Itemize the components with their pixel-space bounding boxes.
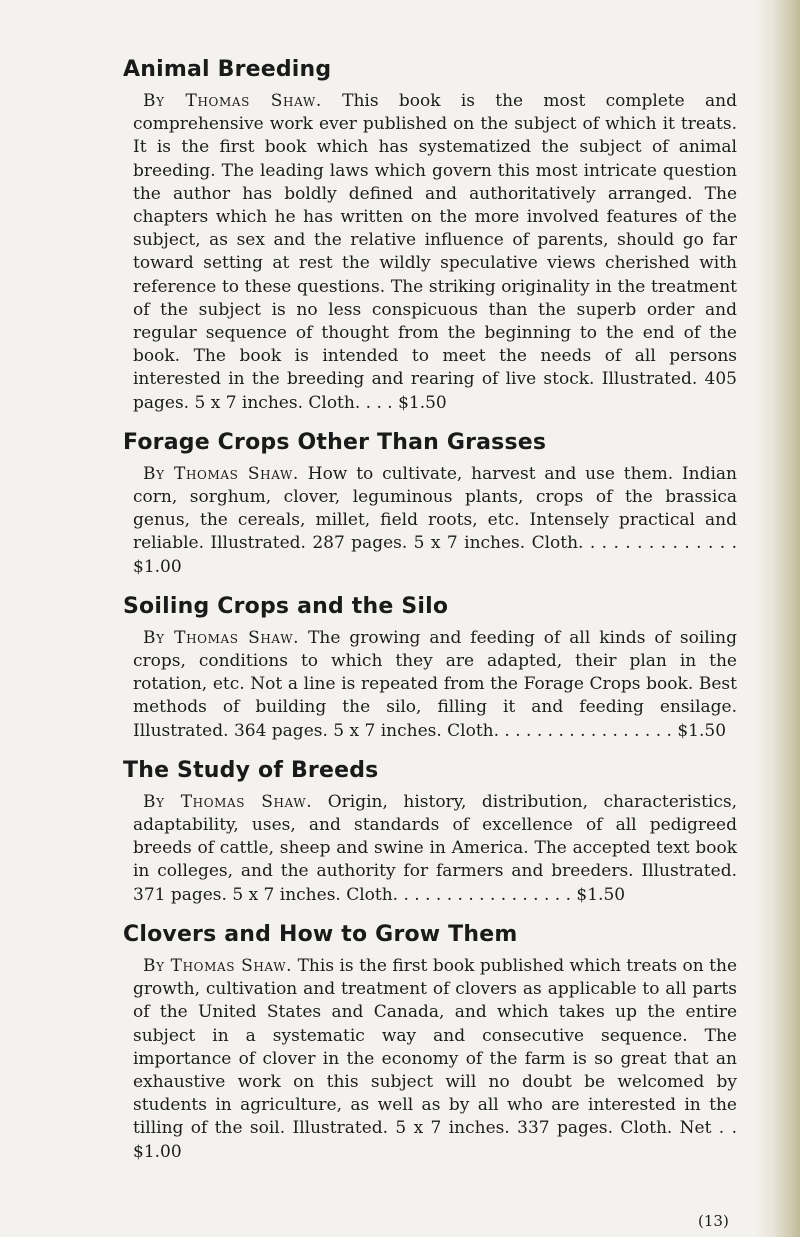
page-number: (13) xyxy=(698,1212,729,1230)
book-description xyxy=(133,463,737,579)
book-description xyxy=(133,791,737,907)
book-price: $1.50 xyxy=(576,884,626,905)
book-entry-clovers xyxy=(123,921,738,1164)
book-description-text: The growing and feeding of all kinds of soiling crops, conditions to which they are adapted, their plan in the rotation, etc. Not a line is repeated from the Forage Crops book. Best methods of building the silo, filling it and feeding ensilage. Illustrated. 364 pages. 5 x 7 inches. Cloth. . . . . . . . . . . . . . . . . xyxy=(133,627,737,741)
page-edge-shadow xyxy=(754,0,800,1237)
book-entry-soiling-crops xyxy=(123,593,737,743)
book-description-text: This is the first book published which treats on the growth, cultivation and treatment of clovers as applicable to all parts of the United States and Canada, and which takes up the entire subject in a systematic way and consecutive sequence. The importance of clover in the economy of the farm is so great that an exhaustive work on this subject will no doubt be welcomed by students in agriculture, as well as by all who are interested in the tilling of the soil. Illustrated. 5 x 7 inches. 337 pages. Cloth. Net . . xyxy=(133,955,738,1139)
book-description xyxy=(133,627,737,743)
book-author: By Thomas Shaw. xyxy=(143,463,299,484)
book-title: Animal Breeding xyxy=(123,57,332,82)
book-title: Clovers and How to Grow Them xyxy=(123,921,518,947)
book-price: $1.00 xyxy=(133,556,182,577)
book-price: $1.50 xyxy=(398,392,447,413)
book-author: By Thomas Shaw. xyxy=(143,627,300,648)
book-price: $1.00 xyxy=(133,1141,182,1162)
book-description-text: How to cultivate, harvest and use them. Indian corn, sorghum, clover, leguminous plants, crops of the brassica genus, the cereals, millet, field roots, etc. Intensely practical and reliable. Illustrated. 287 pages. 5 x 7 inches. Cloth. . . . . . . . . . . . . . xyxy=(133,463,737,554)
book-description xyxy=(133,955,737,1164)
book-description-text: This book is the most complete and comprehensive work ever published on the subject of which it treats. It is the first book which has systematized the subject of animal breeding. The leading laws which govern this most intricate question the author has boldly defined and authoritatively arranged. The chapters which he has written on the more involved features of the subject, as sex and the relative influence of parents, should go far toward setting at rest the wildly speculative views cherished with reference to these questions. The striking originality in the treatment of the subject is no less conspicuous than the superb order and regular sequence of thought from the beginning to the end of the book. The book is intended to meet the needs of all persons interested in the breeding and rearing of live stock. Illustrated. 405 pages. 5 x 7 inches. Cloth. . . . xyxy=(133,91,737,413)
book-listing xyxy=(123,56,738,1178)
book-author: By Thomas Shaw. xyxy=(143,955,293,976)
book-entry-forage-crops xyxy=(123,429,737,579)
book-entry-study-of-breeds xyxy=(123,757,737,907)
book-title: Soiling Crops and the Silo xyxy=(123,593,449,619)
book-title: The Study of Breeds xyxy=(123,757,379,783)
book-price: $1.50 xyxy=(677,720,727,741)
book-entry-animal-breeding xyxy=(123,56,737,415)
book-author: By Thomas Shaw. xyxy=(143,91,322,111)
book-description xyxy=(133,90,737,415)
book-description-text: Origin, history, distribution, characteristics, adaptability, uses, and standards of excellence of all pedigreed breeds of cattle, sheep and swine in America. The accepted text book in colleges, and the authority for farmers and breeders. Illustrated. 371 pages. 5 x 7 inches. Cloth. . . . . . . . . . . . . . . . . xyxy=(133,791,737,905)
book-author: By Thomas Shaw. xyxy=(143,791,313,812)
book-title: Forage Crops Other Than Grasses xyxy=(123,429,547,455)
